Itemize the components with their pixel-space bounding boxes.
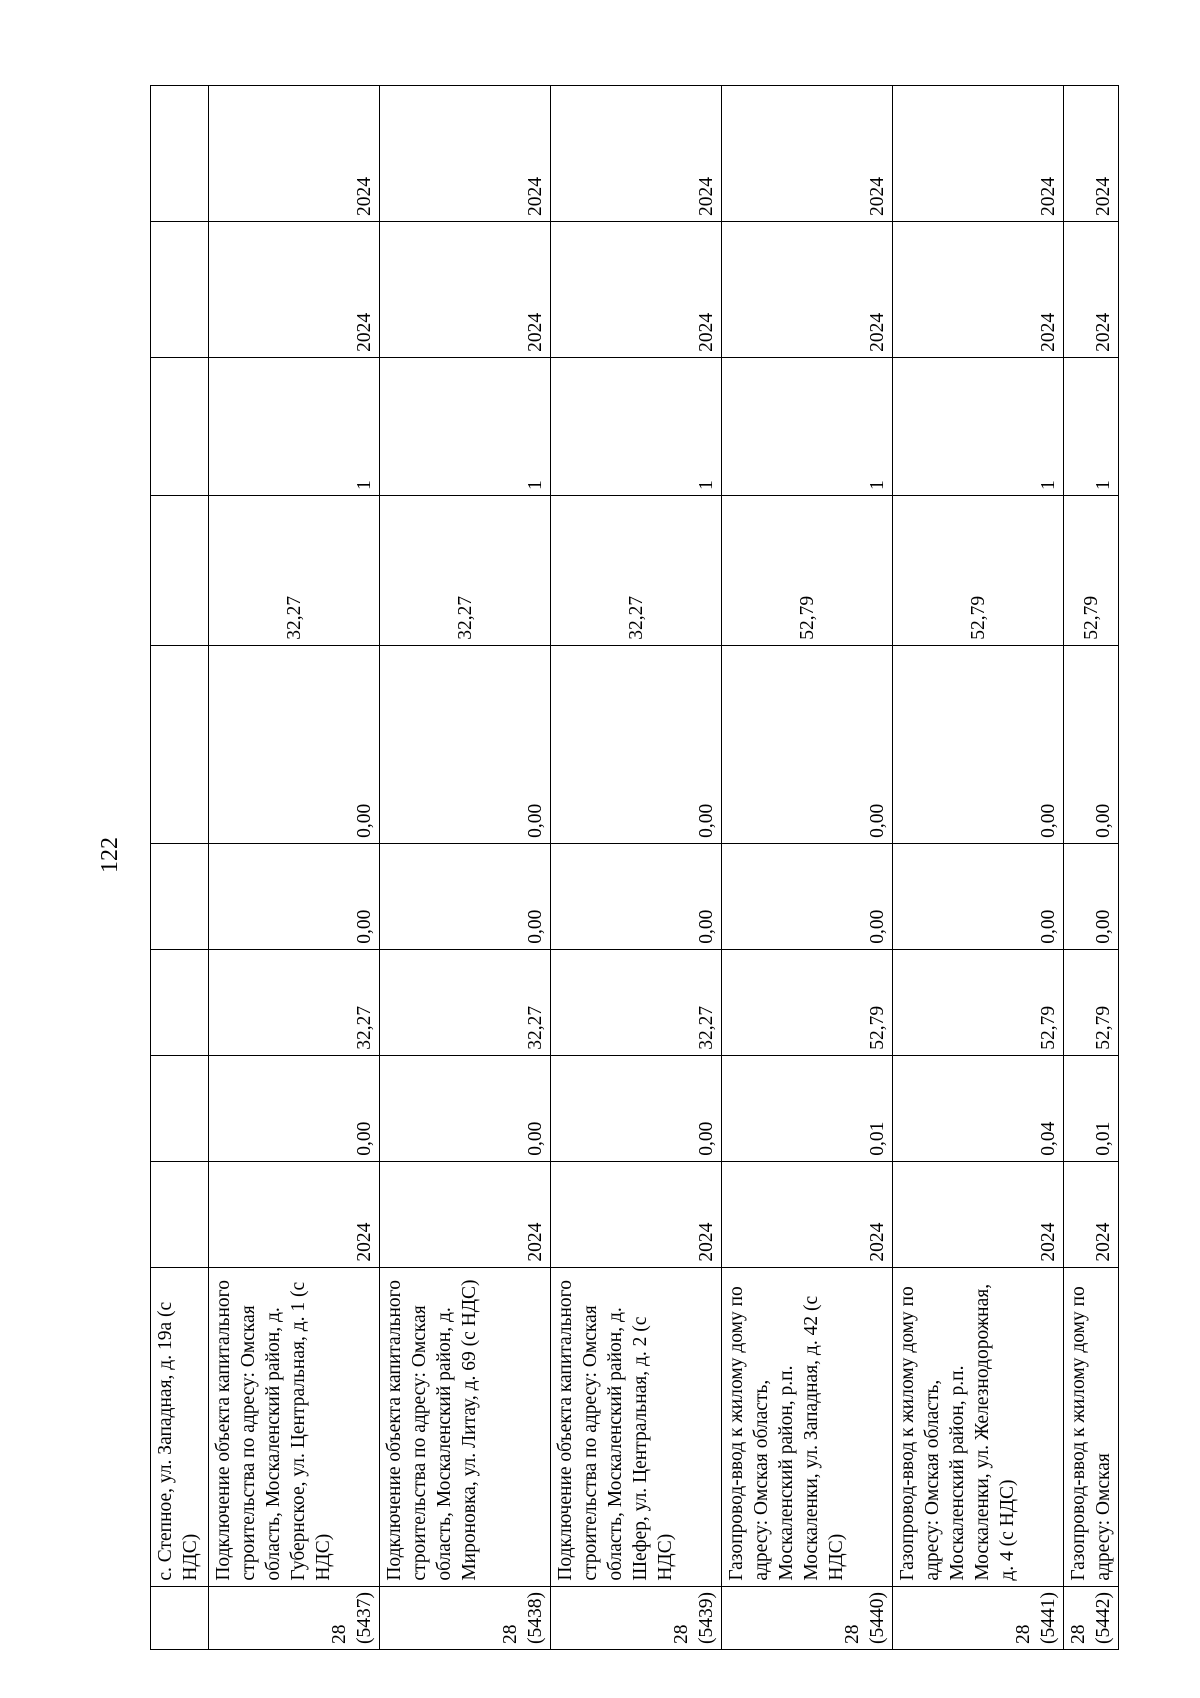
- row-year: 2024: [209, 221, 380, 357]
- row-description: Газопровод-ввод к жилому дому по адресу: Омская область, Москаленский район, р.п. Москаленки, ул. Железнодорожная, д. 4 (с НДС): [893, 1267, 1064, 1586]
- row-year: 2024: [1064, 1161, 1119, 1267]
- row-count: [151, 357, 209, 495]
- row-description: Газопровод-ввод к жилому дому по адресу: Омская: [1064, 1267, 1119, 1586]
- row-year: 2024: [209, 1161, 380, 1267]
- row-year: 2024: [551, 1161, 722, 1267]
- row-id: 28 (5442): [1064, 1586, 1119, 1649]
- row-year: 2024: [551, 86, 722, 222]
- row-id: 28 (5438): [380, 1586, 551, 1649]
- row-value: 0,00: [209, 1055, 380, 1161]
- row-count: 1: [551, 357, 722, 495]
- row-id: 28 (5440): [722, 1586, 893, 1649]
- row-year: [151, 86, 209, 222]
- row-count: 1: [209, 357, 380, 495]
- row-year: 2024: [893, 221, 1064, 357]
- row-year: 2024: [380, 1161, 551, 1267]
- row-value: 0,00: [551, 645, 722, 843]
- row-value: 0,00: [722, 645, 893, 843]
- row-value: 0,01: [722, 1055, 893, 1161]
- row-value: 0,00: [380, 843, 551, 949]
- table-row: [893, 86, 1064, 1650]
- row-year: 2024: [722, 1161, 893, 1267]
- row-year: 2024: [893, 1161, 1064, 1267]
- row-value: 0,00: [380, 645, 551, 843]
- row-year: 2024: [380, 86, 551, 222]
- row-count: 1: [1064, 357, 1119, 495]
- row-year: 2024: [1064, 86, 1119, 222]
- row-value: 0,04: [893, 1055, 1064, 1161]
- row-year: 2024: [722, 86, 893, 222]
- row-value: 52,79: [722, 949, 893, 1055]
- row-description: с. Степное, ул. Западная, д. 19а (с НДС): [151, 1267, 209, 1586]
- row-value: [151, 496, 209, 646]
- row-value: 0,00: [722, 843, 893, 949]
- page-number: 122: [97, 837, 123, 873]
- row-year: [151, 221, 209, 357]
- row-count: 1: [380, 357, 551, 495]
- row-value: [151, 1055, 209, 1161]
- row-value: 32,27: [380, 496, 551, 646]
- row-id: 28 (5441): [893, 1586, 1064, 1649]
- rotated-table-container: [150, 85, 1114, 1650]
- row-value: [151, 843, 209, 949]
- row-year: 2024: [1064, 221, 1119, 357]
- row-id: [151, 1586, 209, 1649]
- row-value: 0,00: [893, 645, 1064, 843]
- row-value: 0,00: [380, 1055, 551, 1161]
- investment-table: [150, 85, 1119, 1650]
- table-row: [551, 86, 722, 1650]
- table-row: [151, 86, 209, 1650]
- row-value: 0,00: [1064, 645, 1119, 843]
- row-value: 32,27: [551, 949, 722, 1055]
- row-year: 2024: [893, 86, 1064, 222]
- row-value: 0,01: [1064, 1055, 1119, 1161]
- row-year: 2024: [722, 221, 893, 357]
- row-count: 1: [722, 357, 893, 495]
- table-row: [722, 86, 893, 1650]
- row-count: 1: [893, 357, 1064, 495]
- table-row: [380, 86, 551, 1650]
- row-value: 0,00: [209, 843, 380, 949]
- row-year: 2024: [209, 86, 380, 222]
- table-row: [1064, 86, 1119, 1650]
- row-value: [151, 949, 209, 1055]
- row-value: 0,00: [1064, 843, 1119, 949]
- row-year: [151, 1161, 209, 1267]
- row-value: 0,00: [551, 843, 722, 949]
- row-description: Подключение объекта капитального строительства по адресу: Омская область, Москаленский район, д. Шефер, ул. Центральная, д. 2 (с НДС): [551, 1267, 722, 1586]
- row-year: 2024: [380, 221, 551, 357]
- row-value: 52,79: [1064, 949, 1119, 1055]
- row-description: Подключение объекта капитального строительства по адресу: Омская область, Москаленский район, д. Губернское, ул. Центральная, д. 1 (с НДС): [209, 1267, 380, 1586]
- row-value: 52,79: [893, 949, 1064, 1055]
- row-value: 0,00: [893, 843, 1064, 949]
- row-value: 0,00: [551, 1055, 722, 1161]
- row-value: 32,27: [209, 496, 380, 646]
- row-id: 28 (5439): [551, 1586, 722, 1649]
- row-value: 32,27: [380, 949, 551, 1055]
- row-value: 52,79: [1064, 496, 1119, 646]
- row-value: [151, 645, 209, 843]
- row-year: 2024: [551, 221, 722, 357]
- row-value: 0,00: [209, 645, 380, 843]
- table-row: [209, 86, 380, 1650]
- row-description: Подключение объекта капитального строительства по адресу: Омская область, Москаленский район, д. Мироновка, ул. Литау, д. 69 (с НДС): [380, 1267, 551, 1586]
- row-id: 28 (5437): [209, 1586, 380, 1649]
- row-value: 52,79: [722, 496, 893, 646]
- row-value: 52,79: [893, 496, 1064, 646]
- row-value: 32,27: [551, 496, 722, 646]
- row-value: 32,27: [209, 949, 380, 1055]
- row-description: Газопровод-ввод к жилому дому по адресу: Омская область, Москаленский район, р.п. Москаленки, ул. Западная, д. 42 (с НДС): [722, 1267, 893, 1586]
